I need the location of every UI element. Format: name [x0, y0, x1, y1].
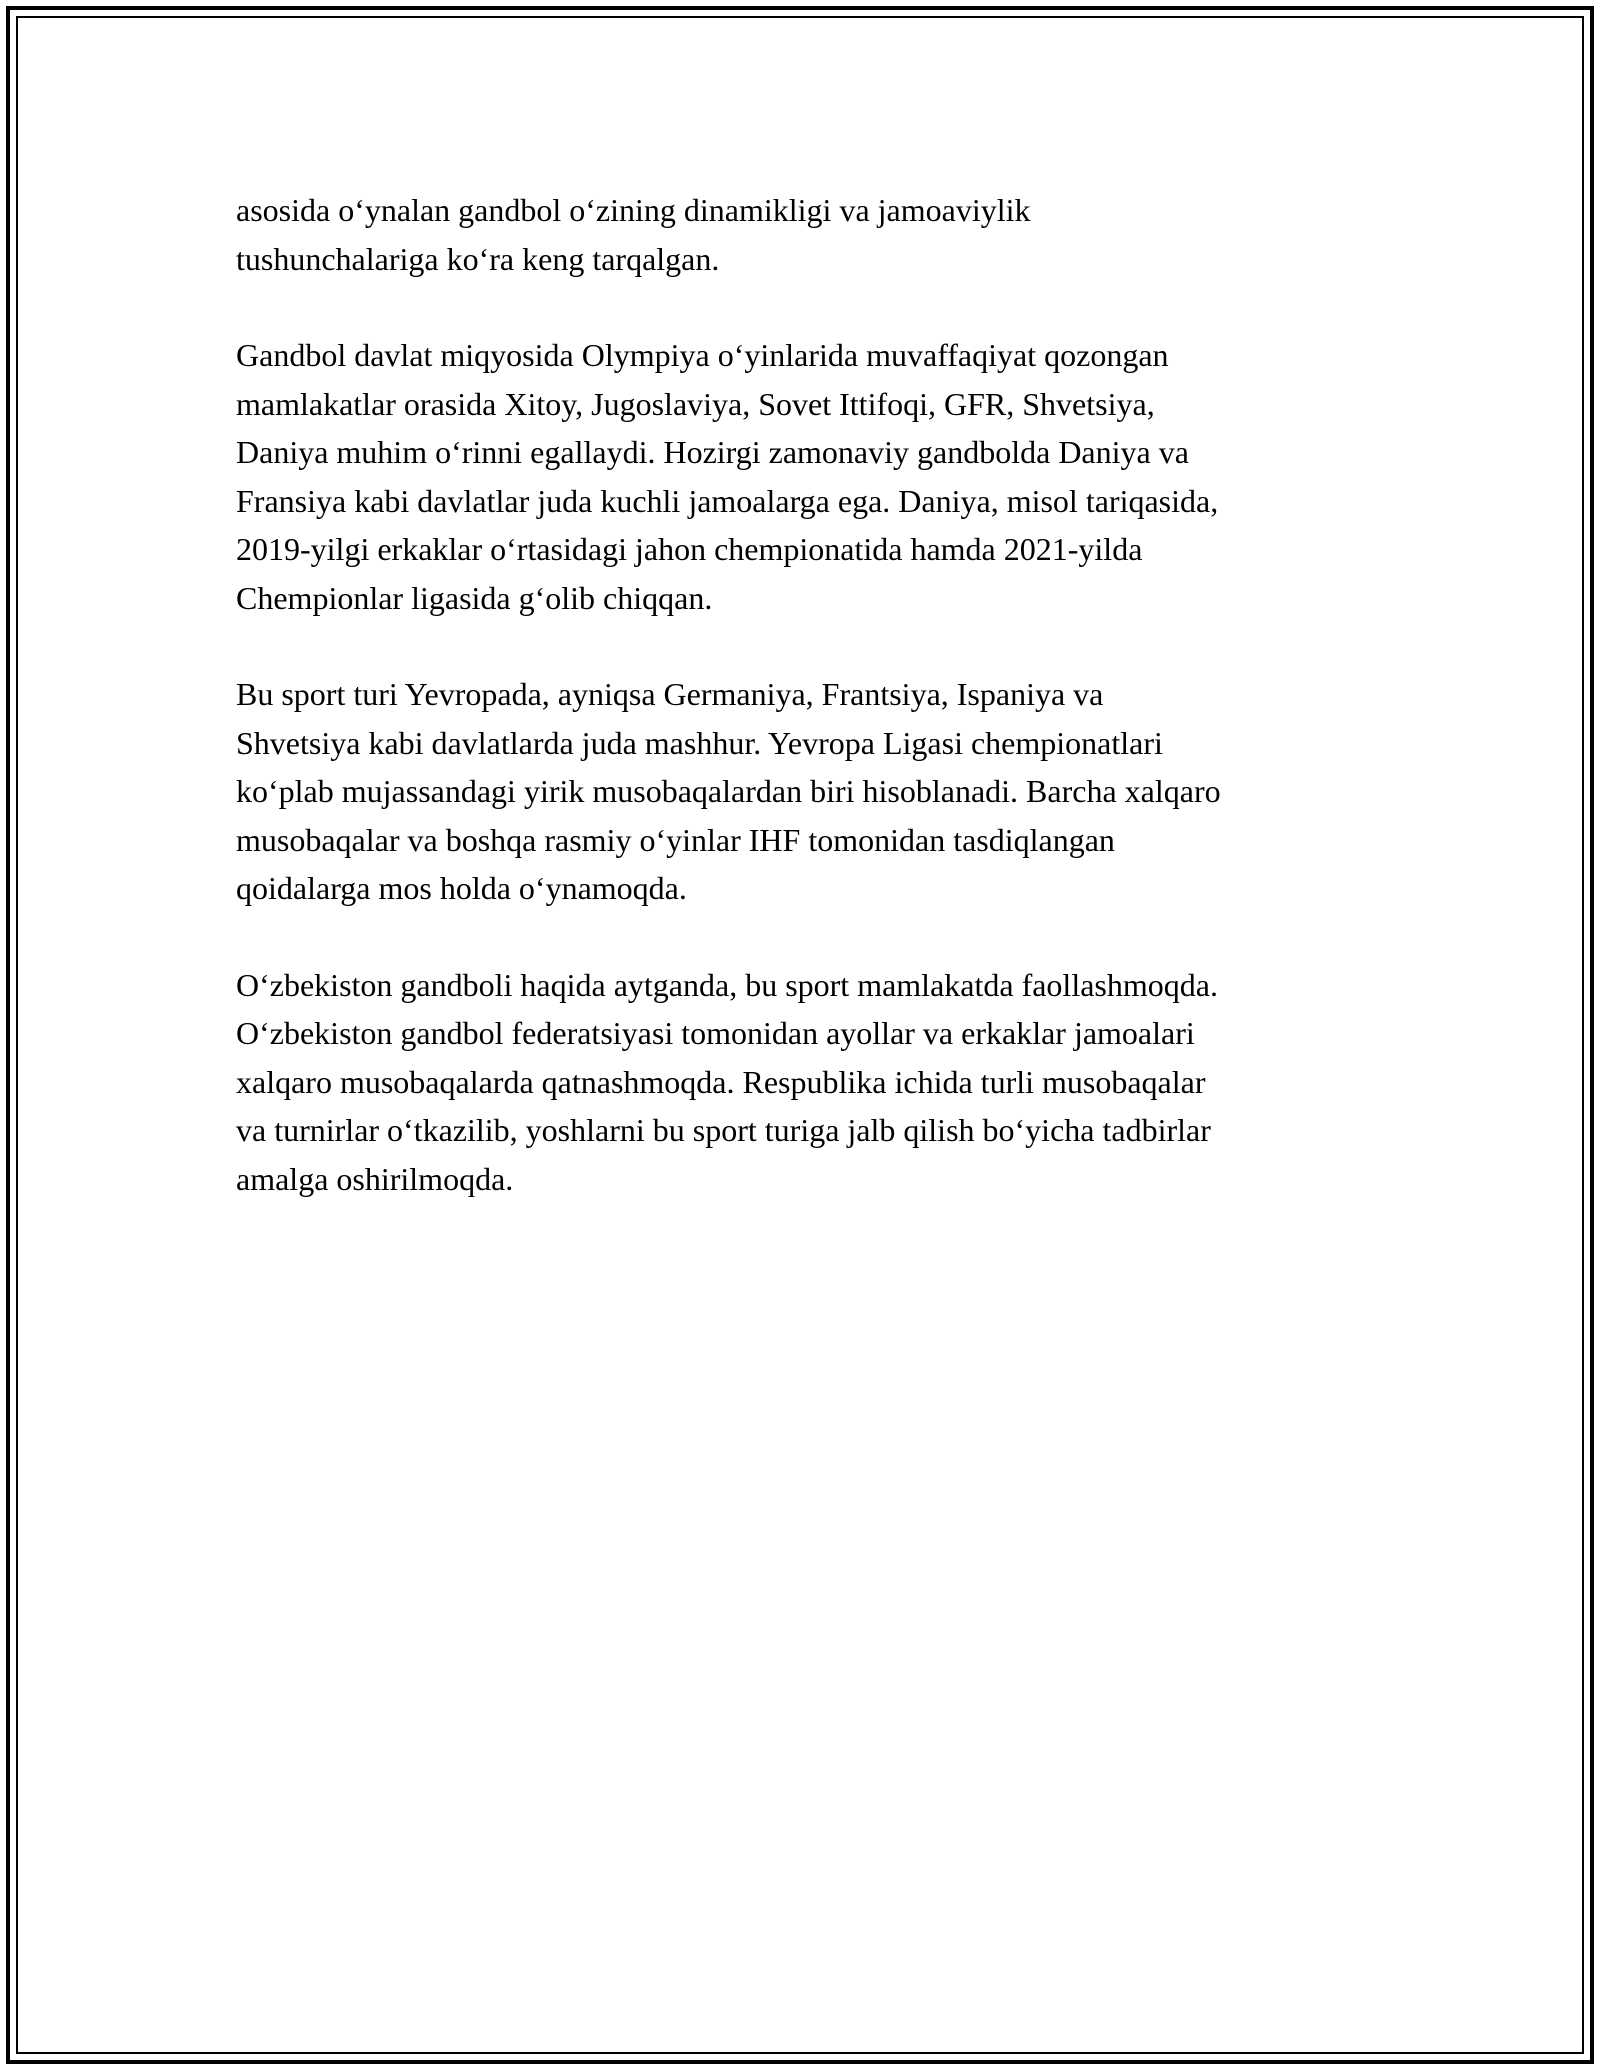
text-line: O‘zbekiston gandbol federatsiyasi tomonidan ayollar va erkaklar jamoalari [236, 1015, 1195, 1051]
text-line: O‘zbekiston gandboli haqida aytganda, bu sport mamlakatda faollashmoqda. [236, 966, 1218, 1003]
document-body [236, 186, 1376, 1251]
text-line: Daniya muhim o‘rinni egallaydi. Hozirgi zamonaviy gandbolda Daniya va [236, 434, 1189, 470]
text-line: Bu sport turi Yevropada, ayniqsa Germaniya, Frantsiya, Ispaniya va [236, 676, 1104, 712]
paragraph-4 [236, 961, 1376, 1204]
text-line: Gandbol davlat miqyosida Olympiya o‘yinlarida muvaffaqiyat qozongan [236, 337, 1169, 373]
text-line: ko‘plab mujassandagi yirik musobaqalardan biri hisoblanadi. Barcha xalqaro [236, 773, 1221, 809]
text-line: mamlakatlar orasida Xitoy, Jugoslaviya, Sovet Ittifoqi, GFR, Shvetsiya, [236, 385, 1155, 422]
text-line: amalga oshirilmoqda. [236, 1160, 514, 1197]
text-line: musobaqalar va boshqa rasmiy o‘yinlar IHF tomonidan tasdiqlangan [236, 821, 1115, 858]
text-line: va turnirlar o‘tkazilib, yoshlarni bu sport turiga jalb qilish bo‘yicha tadbirlar [236, 1112, 1211, 1148]
text-line: asosida o‘ynalan gandbol o‘zining dinamikligi va jamoaviylik [236, 192, 1031, 228]
text-line: Shvetsiya kabi davlatlarda juda mashhur. Yevropa Ligasi chempionatlari [236, 724, 1163, 761]
text-line: Chempionlar ligasida g‘olib chiqqan. [236, 579, 713, 616]
text-line: xalqaro musobaqalarda qatnashmoqda. Respublika ichida turli musobaqalar [236, 1063, 1206, 1100]
text-line: 2019-yilgi erkaklar o‘rtasidagi jahon chempionatida hamda 2021-yilda [236, 531, 1143, 567]
paragraph-2 [236, 331, 1376, 622]
text-line: Fransiya kabi davlatlar juda kuchli jamoalarga ega. Daniya, misol tariqasida, [236, 482, 1219, 519]
text-line: qoidalarga mos holda o‘ynamoqda. [236, 870, 687, 906]
paragraph-1 [236, 186, 1376, 283]
text-line: tushunchalariga ko‘ra keng tarqalgan. [236, 240, 720, 277]
paragraph-3 [236, 670, 1376, 913]
